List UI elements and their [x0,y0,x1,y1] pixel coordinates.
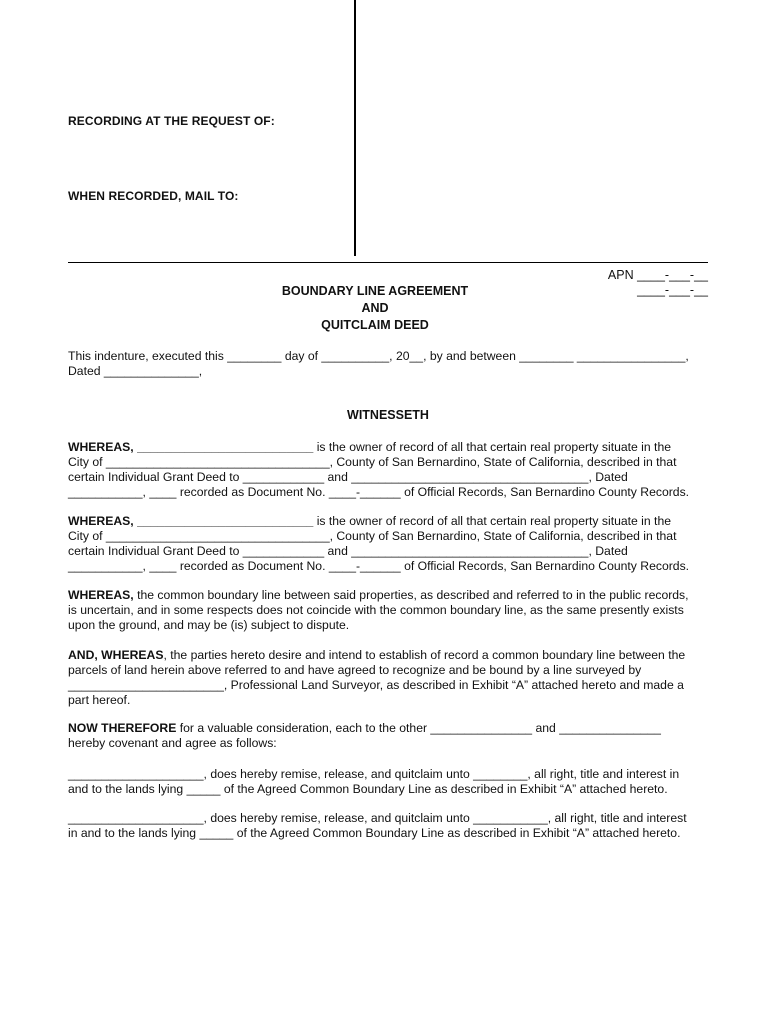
whereas3-line-1 [68,588,713,603]
whereas3-line-3: upon the ground, and may be (is) subject to dispute. [68,618,350,632]
whereas1-line-4: ___________, ____ recorded as Document No. ____-______ of Official Records, San Bernardino County Records. [68,485,690,499]
and-whereas-line-3: _______________________, Professional Land Surveyor, as described in Exhibit “A” attached hereto and made a [68,678,684,692]
header-horizontal-rule [68,262,708,263]
title-line-3: QUITCLAIM DEED [321,318,429,332]
header-vertical-divider [354,0,356,256]
whereas-paragraph-2 [68,514,713,574]
indenture-paragraph [68,349,713,379]
document-title [200,283,550,334]
recording-request-label: RECORDING AT THE REQUEST OF: [68,114,275,128]
remise2-line-1: ____________________, does hereby remise, release, and quitclaim unto ___________, all right, title and interest [68,811,687,825]
and-whereas-line-1-rest: , the parties hereto desire and intend to establish of record a common boundary line between the [163,648,686,662]
whereas1-line-1 [68,440,713,455]
now-therefore-line-1-rest: for a valuable consideration, each to the other _______________ and _______________ [176,721,661,735]
remise1-line-1: ____________________, does hereby remise, release, and quitclaim unto ________, all right, title and interest in [68,767,680,781]
whereas1-line-1-rest: is the owner of record of all that certain real property situate in the [313,440,671,454]
whereas-paragraph-3 [68,588,713,633]
apn-line-2: ____-___-__ [637,283,708,297]
when-recorded-label: WHEN RECORDED, MAIL TO: [68,189,239,203]
remise2-line-2: in and to the lands lying _____ of the Agreed Common Boundary Line as described in Exhibit “A” attached hereto. [68,826,681,840]
and-whereas-paragraph [68,648,713,708]
indenture-line-2: Dated ______________, [68,364,203,378]
apn-block [608,268,708,298]
remise1-line-2: and to the lands lying _____ of the Agreed Common Boundary Line as described in Exhibit “A” attached hereto. [68,782,668,796]
whereas2-line-1-rest: is the owner of record of all that certain real property situate in the [313,514,671,528]
and-whereas-line-1 [68,648,713,663]
and-whereas-label: AND, WHEREAS [68,648,164,662]
title-line-1: BOUNDARY LINE AGREEMENT [281,284,469,298]
whereas2-line-2: City of _________________________________, County of San Bernardino, State of California, described in that [68,529,677,543]
indenture-line-1: This indenture, executed this ________ day of __________, 20__, by and between ________ ________________, [68,349,689,363]
whereas1-line-3: certain Individual Grant Deed to ____________ and ___________________________________, Dated [68,470,628,484]
witnesseth-heading: WITNESSETH [347,408,429,422]
now-therefore-line-2: hereby covenant and agree as follows: [68,736,277,750]
whereas2-line-3: certain Individual Grant Deed to ____________ and ___________________________________, Dated [68,544,628,558]
whereas2-label: WHEREAS, [68,514,138,528]
whereas1-line-2: City of _________________________________, County of San Bernardino, State of California, described in that [68,455,677,469]
now-therefore-label: NOW THEREFORE [68,721,177,735]
remise-paragraph-2 [68,811,713,841]
whereas2-line-4: ___________, ____ recorded as Document No. ____-______ of Official Records, San Bernardino County Records. [68,559,690,573]
whereas3-label: WHEREAS, [68,588,134,602]
now-therefore-paragraph [68,721,713,751]
whereas3-line-1-rest: the common boundary line between said properties, as described and referred to in the public records, [133,588,689,602]
remise-paragraph-1 [68,767,713,797]
whereas3-line-2: is uncertain, and in some respects does not coincide with the common boundary line, as the same presently exists [68,603,684,617]
whereas1-blank: __________________________ [137,440,314,454]
and-whereas-line-4: part hereof. [68,693,131,707]
and-whereas-line-2: parcels of land herein above referred to and have agreed to recognize and be bound by a line surveyed by [68,663,642,677]
apn-line-1: APN ____-___-__ [607,268,708,282]
whereas1-label: WHEREAS, [68,440,138,454]
whereas2-blank: __________________________ [137,514,314,528]
title-line-2: AND [361,301,389,315]
now-therefore-line-1 [68,721,713,736]
whereas2-line-1 [68,514,713,529]
whereas-paragraph-1 [68,440,713,500]
